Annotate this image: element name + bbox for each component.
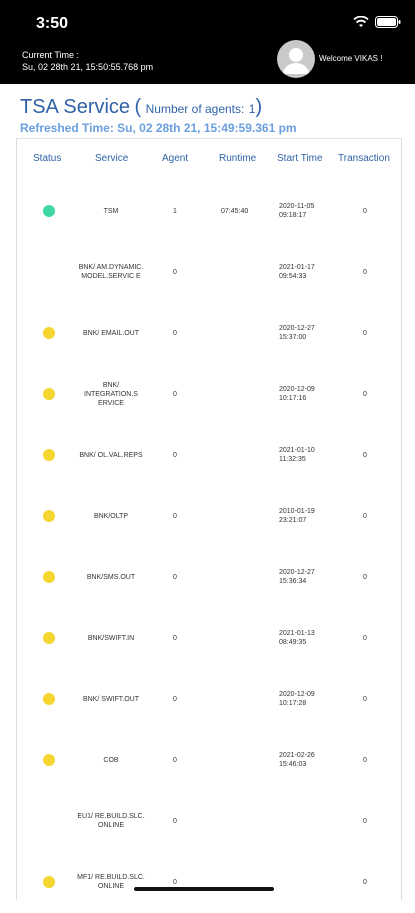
agent-count: 0 (173, 513, 177, 520)
service-title: TSA Service (20, 96, 131, 118)
table-row[interactable] (17, 852, 401, 913)
status-indicator (43, 205, 55, 217)
start-time: 2020-12-09 10:17:28 (279, 691, 315, 707)
transaction-count: 0 (363, 330, 367, 337)
service-name: TSM (103, 208, 119, 215)
app-header (0, 40, 415, 84)
agent-count: 0 (173, 818, 177, 825)
status-indicator (43, 449, 55, 461)
table-row[interactable] (17, 486, 401, 547)
status-time: 3:50 (36, 15, 69, 32)
table-row[interactable] (17, 791, 401, 852)
service-name: BNK/OLTP (93, 513, 129, 520)
transaction-count: 0 (363, 208, 367, 215)
agent-count: 0 (173, 574, 177, 581)
start-time: 2021-01-13 08:49:35 (279, 630, 315, 646)
status-indicator (43, 388, 55, 400)
agents-label: Number of agents: (145, 102, 245, 116)
table-row[interactable] (17, 242, 401, 303)
current-time-label: Current Time : (22, 50, 80, 60)
agent-count: 0 (173, 757, 177, 764)
table-row[interactable] (17, 547, 401, 608)
agent-count: 0 (173, 391, 177, 398)
agent-count: 0 (173, 635, 177, 642)
agent-count: 1 (173, 208, 177, 215)
service-name: MF1/ RE.BUILD.SLC. ONLINE (77, 874, 145, 890)
runtime-value: 07:45:40 (221, 208, 249, 215)
transaction-count: 0 (363, 269, 367, 276)
home-indicator[interactable] (134, 887, 274, 891)
table-row[interactable] (17, 608, 401, 669)
col-start-time: Start Time (277, 153, 323, 164)
page-title (20, 96, 262, 119)
table-row[interactable] (17, 730, 401, 791)
battery-icon (375, 16, 401, 28)
status-bar (0, 0, 415, 40)
service-name: BNK/SMS.OUT (86, 574, 136, 581)
status-indicator (43, 510, 55, 522)
agent-count: 0 (173, 452, 177, 459)
start-time: 2020-11-05 09:18:17 (279, 203, 315, 219)
service-name: BNK/ SWIFT.OUT (83, 696, 139, 703)
agent-count: 0 (173, 696, 177, 703)
table-header (17, 153, 401, 167)
agent-count: 0 (173, 330, 177, 337)
agents-count: 1 (248, 102, 256, 116)
agent-count: 0 (173, 269, 177, 276)
user-icon (277, 40, 315, 78)
welcome-text: Welcome VIKAS ! (319, 54, 383, 63)
status-indicator (43, 571, 55, 583)
transaction-count: 0 (363, 696, 367, 703)
table-row[interactable] (17, 669, 401, 730)
table-row[interactable] (17, 181, 401, 242)
start-time: 2020-12-27 15:36:34 (279, 569, 315, 585)
status-indicator (43, 754, 55, 766)
col-status: Status (33, 153, 62, 164)
open-paren: ( (134, 96, 142, 118)
wifi-icon (353, 16, 369, 28)
service-name: BNK/ OL.VAL.REPS (79, 452, 143, 459)
system-icons (353, 16, 401, 28)
start-time: 2021-01-10 11:32:35 (279, 447, 315, 463)
table-row[interactable] (17, 364, 401, 425)
transaction-count: 0 (363, 818, 367, 825)
service-table (16, 138, 402, 900)
service-name: BNK/SWIFT.IN (87, 635, 135, 642)
agent-count: 0 (173, 879, 177, 886)
col-agent: Agent (162, 153, 189, 164)
table-row[interactable] (17, 425, 401, 486)
refreshed-time: Refreshed Time: Su, 02 28th 21, 15:49:59.361 pm (20, 121, 297, 135)
transaction-count: 0 (363, 391, 367, 398)
transaction-count: 0 (363, 635, 367, 642)
transaction-count: 0 (363, 574, 367, 581)
status-indicator (43, 693, 55, 705)
col-service: Service (95, 153, 129, 164)
transaction-count: 0 (363, 879, 367, 886)
start-time: 2021-01-17 09:54:33 (279, 264, 315, 280)
start-time: 2020-12-09 10:17:16 (279, 386, 315, 402)
col-transaction: Transaction (338, 153, 390, 164)
avatar[interactable] (277, 40, 315, 78)
current-time-value: Su, 02 28th 21, 15:50:55.768 pm (22, 62, 154, 72)
close-paren: ) (255, 96, 263, 118)
transaction-count: 0 (363, 757, 367, 764)
transaction-count: 0 (363, 452, 367, 459)
status-indicator (43, 876, 55, 888)
start-time: 2021-02-26 15:46:03 (279, 752, 315, 768)
service-name: COB (103, 757, 119, 764)
transaction-count: 0 (363, 513, 367, 520)
col-runtime: Runtime (219, 153, 257, 164)
status-indicator (43, 327, 55, 339)
status-indicator (43, 632, 55, 644)
start-time: 2010-01-19 23:21:07 (279, 508, 315, 524)
service-name: BNK/ INTEGRATION.S ERVICE (84, 382, 138, 407)
start-time: 2020-12-27 15:37:00 (279, 325, 315, 341)
service-name: BNK/ EMAIL.OUT (82, 330, 139, 337)
table-row[interactable] (17, 303, 401, 364)
service-name: BNK/ AM.DYNAMIC. MODEL.SERVIC E (78, 264, 144, 280)
service-name: EU1/ RE.BUILD.SLC. ONLINE (77, 813, 145, 829)
